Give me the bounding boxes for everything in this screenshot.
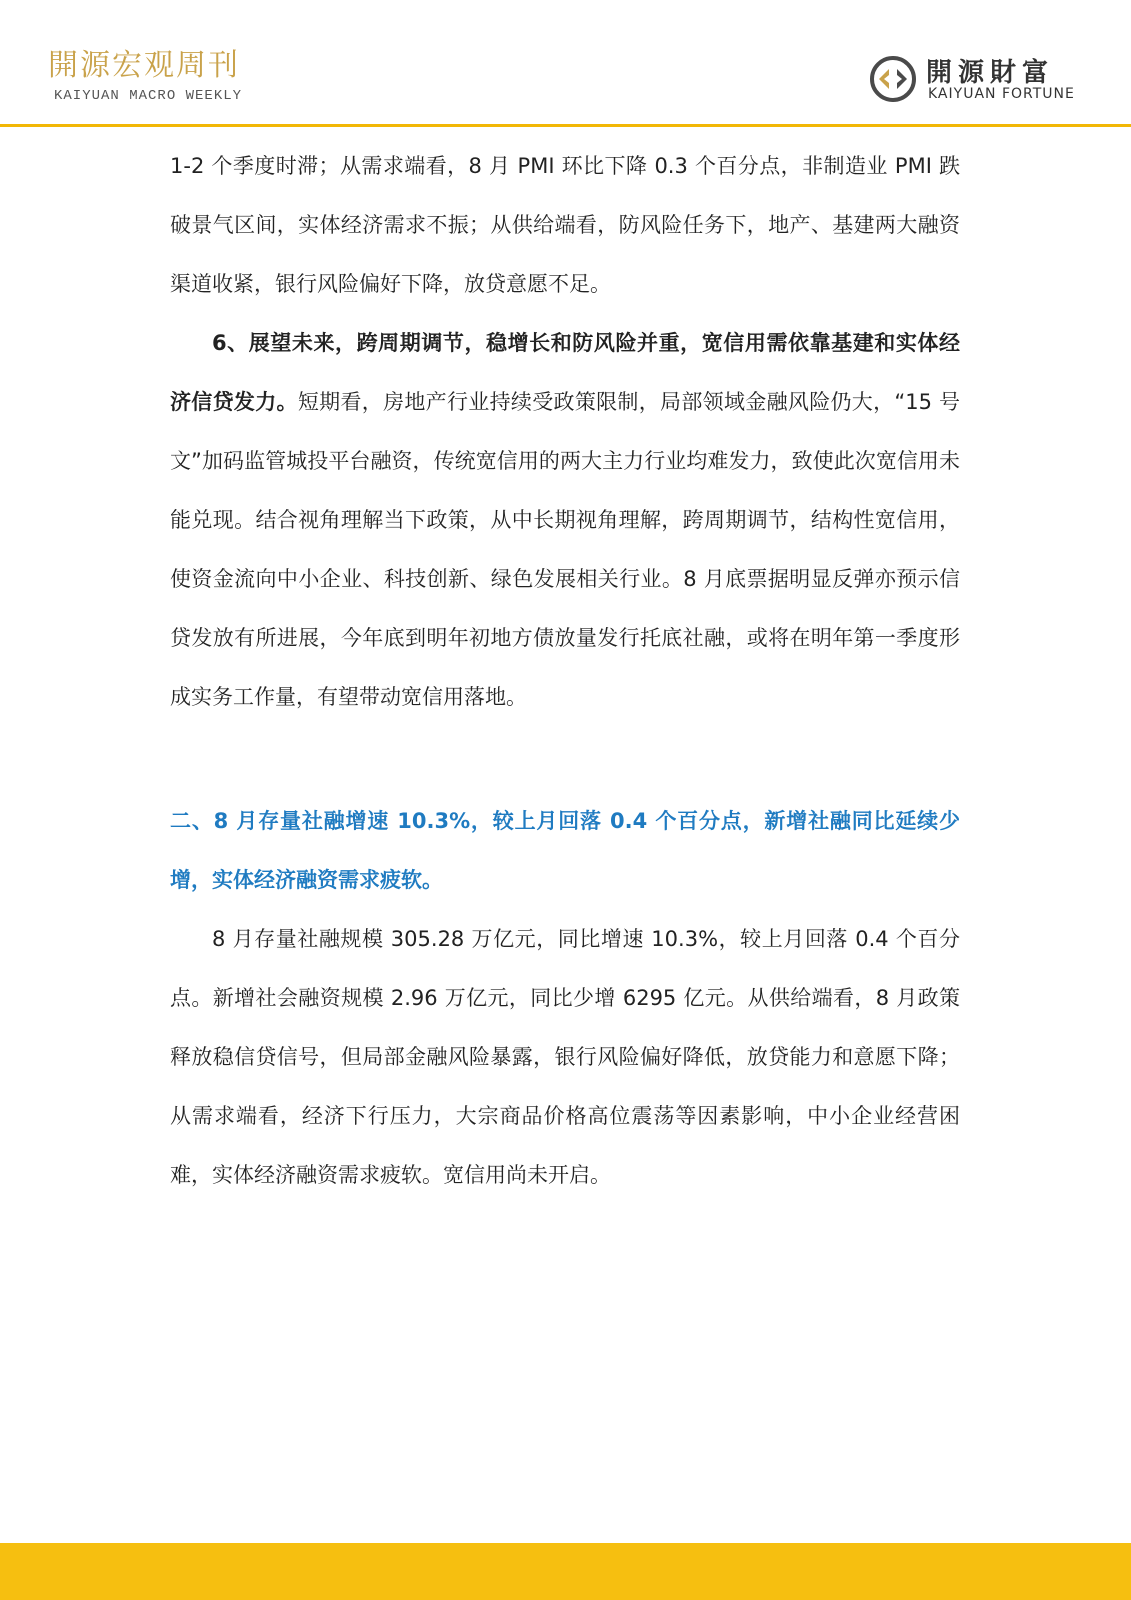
company-logo — [868, 52, 1093, 108]
paragraph-outlook-lead: 6、展望未来，跨周期调节，稳增长和防风险并重，宽信用需依靠基建和实体经济信贷发力。 — [170, 331, 960, 414]
header-divider — [0, 124, 1131, 127]
brand-title-en: KAIYUAN MACRO WEEKLY — [54, 88, 243, 104]
page-header — [0, 0, 1131, 126]
paragraph-social-financing: 8 月存量社融规模 305.28 万亿元，同比增速 10.3%，较上月回落 0.4 个百分点。新增社会融资规模 2.96 万亿元，同比少增 6295 亿元。从供给端看，8 月政策释放稳信贷信号，但局部金融风险暴露，银行风险偏好降低，放贷能力和意愿下降；从需求端看，经济下行压力，大宗商品价格高位震荡等因素影响，中小企业经营困难，实体经济融资需求疲软。宽信用尚未开启。 — [170, 927, 960, 1187]
kaiyuan-logo-icon — [868, 54, 918, 104]
section-heading: 二、8 月存量社融增速 10.3%，较上月回落 0.4 个百分点，新增社融同比延续少增，实体经济融资需求疲软。 — [170, 809, 960, 892]
brand-title-cn: 開源宏观周刊 — [48, 48, 240, 83]
footer-bar — [0, 1543, 1131, 1600]
logo-text-en: KAIYUAN FORTUNE — [928, 86, 1075, 102]
article-body — [170, 137, 960, 1205]
logo-text-cn: 開源財富 — [926, 58, 1055, 88]
paragraph-continuation: 1-2 个季度时滞；从需求端看，8 月 PMI 环比下降 0.3 个百分点，非制造业 PMI 跌破景气区间，实体经济需求不振；从供给端看，防风险任务下，地产、基建两大融资渠道收紧，银行风险偏好下降，放贷意愿不足。 — [170, 154, 960, 296]
paragraph-outlook — [170, 314, 960, 727]
paragraph-outlook-text: 短期看，房地产行业持续受政策限制，局部领域金融风险仍大，“15 号文”加码监管城投平台融资，传统宽信用的两大主力行业均难发力，致使此次宽信用未能兑现。结合视角理解当下政策，从中长期视角理解，跨周期调节，结构性宽信用，使资金流向中小企业、科技创新、绿色发展相关行业。8 月底票据明显反弹亦预示信贷发放有所进展，今年底到明年初地方债放量发行托底社融，或将在明年第一季度形成实务工作量，有望带动宽信用落地。 — [170, 390, 960, 709]
